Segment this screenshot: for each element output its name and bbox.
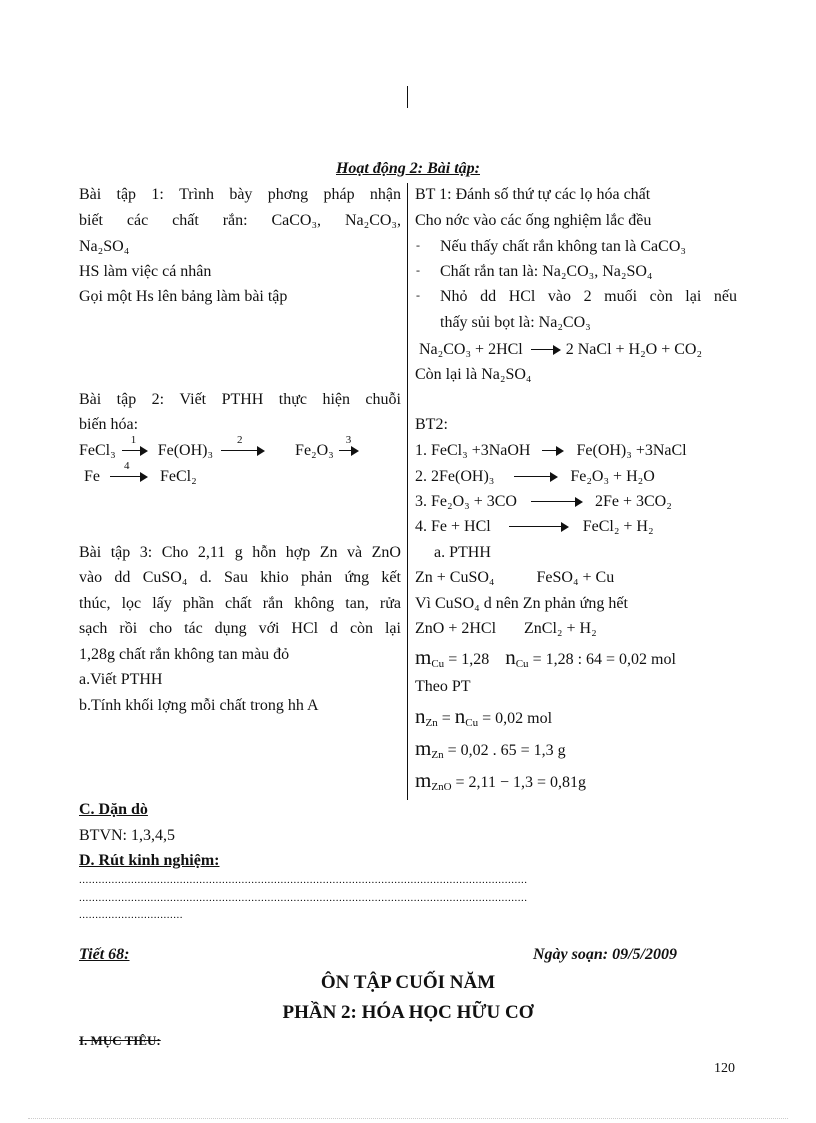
section-c-heading: C. Dặn dò [79,801,148,818]
chain-line1: FeCl₃ 1 Fe(OH)₃ 2 Fe₂O₃ 3 [79,442,359,460]
arrow-icon [531,497,583,507]
bt1-title: BT 1: Đánh số thứ tự các lọ hóa chất [415,186,651,203]
lesson-subtitle: PHẦN 2: HÓA HỌC HỮU CƠ [282,1002,534,1023]
bt2-eq3: 3. Fe₂O₃ + 3CO 2Fe + 3CO₂ [415,493,672,510]
bt1-line5: thấy sủi bọt là: Na₂CO₃ [440,314,591,331]
bt3-theo-pt: Theo PT [415,678,471,695]
bt1-line1: Cho nớc vào các ống nghiệm lắc đều [415,212,652,229]
ex3-line3: thúc, lọc lấy phần chất rắn không tan, rửa [79,595,401,612]
dotted-line-1: .......................................................................................................................................... [79,874,528,886]
bt3-line1: Vì CuSO₄ d nên Zn phản ứng hết [415,595,628,612]
arrow-icon [542,446,564,456]
arrow-icon: 1 [122,446,148,456]
bt3-mass-cu: $m_{Cu} = 1,28$ $n_{Cu} = 1,28$ : 64 = 0,02 mol [415,645,676,670]
ex3-line2: vào dd CuSO₄ d. Sau khio phản ứng kết [79,569,401,586]
prepared-date: Ngày soạn: 09/5/2009 [533,946,677,963]
objectives-heading: I. MỤC TIÊU: [79,1033,161,1048]
ex1-line5: Gọi một Hs lên bảng làm bài tập [79,288,288,305]
dotted-line-3: ................................ [79,909,183,921]
page-number: 120 [714,1061,735,1076]
arrow-icon: 3 [339,446,359,456]
chain-line2: Fe 4 FeCl₂ [84,460,197,485]
bt1-line2: - Nếu thấy chất rắn không tan là CaCO₃ [416,238,686,255]
dotted-line-2: .......................................................................................................................................... [79,892,528,904]
ex3-question-a: a.Viết PTHH [79,671,163,688]
bt3-m-zno: $m_{ZnO} = 2,11 - 1,3 = 0,81g$ [415,768,586,793]
ex2-line2: biến hóa: [79,416,139,433]
page-bottom-border [28,1118,788,1119]
column-divider [407,183,408,800]
arrow-icon: 2 [221,446,265,456]
ex3-question-b: b.Tính khối lợng mỗi chất trong hh A [79,697,319,714]
bt3-eq1: Zn + CuSO₄ FeSO₄ + Cu [415,569,615,586]
ex1-line1: Bài tập 1: Trình bày phơng pháp nhận [79,186,401,203]
ex1-line3: Na₂SO₄ [79,238,130,255]
ex1-line4: HS làm việc cá nhân [79,263,212,280]
bt2-title: BT2: [415,416,448,433]
bt1-line4: - Nhỏ dd HCl vào 2 muối còn lại nếu [416,288,737,305]
section-d-heading: D. Rút kinh nghiệm: [79,852,220,869]
bt3-n-zn: $n_{Zn} = n_{Cu} = 0,02$ mol [415,704,553,729]
arrow-icon [509,522,569,532]
arrow-icon: 4 [110,472,148,482]
bt3-eq2: ZnO + 2HCl ZnCl₂ + H₂ [415,620,597,637]
ex3-line5: 1,28g chất rắn không tan màu đỏ [79,646,290,663]
arrow-icon [514,472,558,482]
arrow-icon [531,345,561,355]
bt3-a: a. PTHH [434,544,491,561]
bt2-eq1: 1. FeCl₃ +3NaOH Fe(OH)₃ +3NaCl [415,442,687,459]
cursor-mark [407,86,408,108]
homework-line: BTVN: 1,3,4,5 [79,827,175,844]
bt3-m-zn: $m_{Zn} = 0,02$ . 65 = 1,3 g [415,736,566,761]
bt1-line6: Còn lại là Na₂SO₄ [415,366,532,383]
activity-title: Hoạt động 2: Bài tập: [335,160,480,177]
ex3-line1: Bài tập 3: Cho 2,11 g hỗn hợp Zn và ZnO [79,544,401,561]
ex3-line4: sạch rồi cho tác dụng với HCl d còn lại [79,620,401,637]
bt1-line3: - Chất rắn tan là: Na₂CO₃, Na₂SO₄ [416,263,653,280]
bt1-equation: Na₂CO₃ + 2HCl 2 NaCl + H₂O + CO₂ [419,341,703,358]
lesson-title: ÔN TẬP CUỐI NĂM [320,972,496,993]
ex1-line2: biết các chất rắn: CaCO₃, Na₂CO₃, [79,212,401,229]
bt2-eq2: 2. 2Fe(OH)₃ Fe₂O₃ + H₂O [415,468,655,485]
ex2-line1: Bài tập 2: Viết PTHH thực hiện chuỗi [79,391,401,408]
lesson-number: Tiết 68: [79,946,130,963]
bt2-eq4: 4. Fe + HCl FeCl₂ + H₂ [415,518,654,535]
